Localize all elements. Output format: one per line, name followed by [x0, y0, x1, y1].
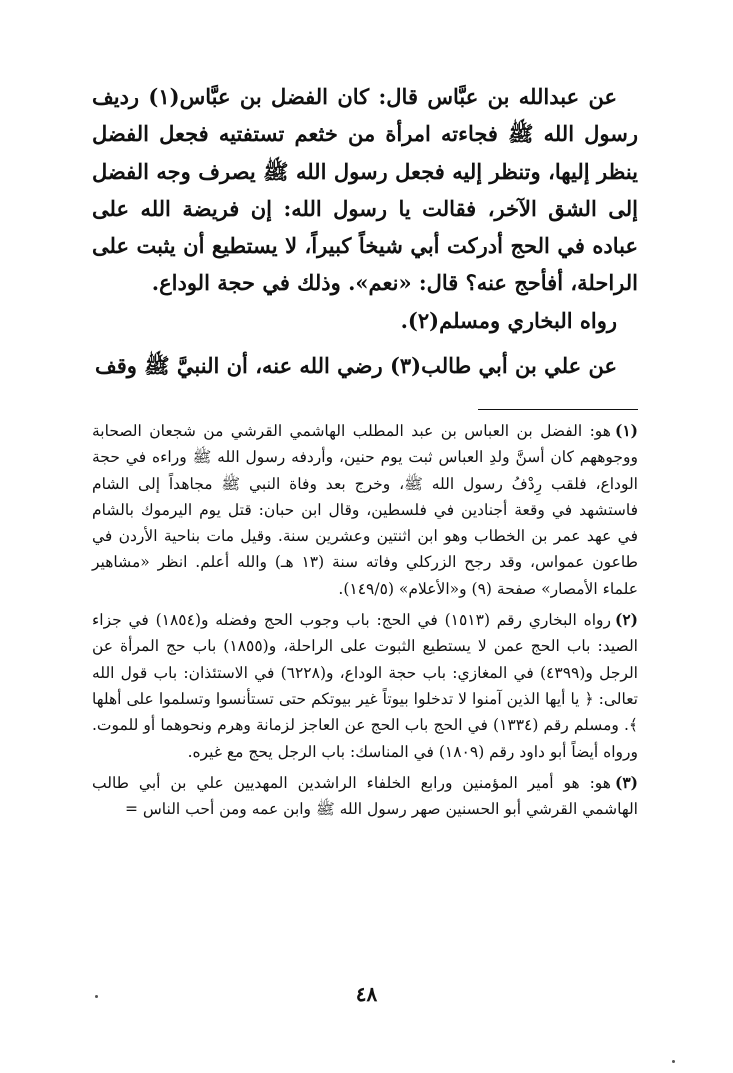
footnote-3 [92, 770, 638, 823]
footnote-text: هو: هو أمير المؤمنين ورابع الخلفاء الراشدين المهديين علي بن أبي طالب الهاشمي القرشي أبو الحسنين صهر رسول الله ﷺ وابن عمه ومن أحب الناس = [92, 773, 638, 819]
main-text [92, 78, 638, 384]
footnotes [92, 418, 638, 827]
footnote-number: (٢) [614, 610, 638, 630]
page-number: ٤٨ [355, 982, 378, 1006]
footnote-2 [92, 607, 638, 765]
scan-speck [95, 995, 98, 998]
hadith-paragraph-2-start: عن علي بن أبي طالب(٣) رضي الله عنه، أن النبيَّ ﷺ وقف [95, 353, 617, 379]
scan-speck [672, 1060, 675, 1063]
footnote-number: (٣) [614, 772, 638, 792]
footnote-1 [92, 418, 638, 602]
hadith-paragraph-1: عن عبدالله بن عبَّاس قال: كان الفضل بن عبَّاس(١) رديف رسول الله ﷺ فجاءته امرأة من خثعم تستفتيه فجعل الفضل ينظر إليها، وتنظر إليه فجعل رسول الله ﷺ يصرف وجه الفضل إلى الشق الآخر، فقالت يا رسول الله: إن فريضة الله على عباده في الحج أدركت أبي شيخاً كبيراً، لا يستطيع أن يثبت على الراحلة، أفأحج عنه؟ قال: «نعم». وذلك في حجة الوداع. [92, 84, 638, 296]
footnote-number: (١) [614, 421, 638, 440]
footnote-divider [478, 409, 638, 410]
footnote-text: هو: الفضل بن العباس بن عبد المطلب الهاشمي القرشي من شجعان الصحابة ووجوههم كان أسنَّ ولدِ العباس ثبت يوم حنين، وأردفه رسول الله ﷺ وراءه في حجة الوداع، فلقب رِدْفُ رسول الله ﷺ، وخرج بعد وفاة النبي ﷺ مجاهداً إلى الشام فاستشهد في وقعة أجنادين في فلسطين، وقال ابن حبان: قتل يوم اليرموك بالشام في عهد عمر بن الخطاب وهو ابن اثنتين وعشرين سنة. وقيل مات بناحية الأردن في طاعون عمواس، وقد رجح الزركلي وفاته سنة (١٣ هـ) والله أعلم. انظر «مشاهير علماء الأمصار» صفحة (٩) و«الأعلام» (١٤٩/٥). [92, 422, 638, 598]
hadith-source-1: رواه البخاري ومسلم(٢). [400, 307, 617, 333]
footnote-text: رواه البخاري رقم (١٥١٣) في الحج: باب وجوب الحج وفضله و(١٨٥٤) في جزاء الصيد: باب الحج عمن لا يستطيع الثبوت على الراحلة، و(١٨٥٥) باب حج المرأة عن الرجل و(٤٣٩٩) في المغازي: باب حجة الوداع، و(٦٢٢٨) في الاستئذان: باب قول الله تعالى: ﴿ يا أيها الذين آمنوا لا تدخلوا بيوتاً غير بيوتكم حتى تستأنسوا وتسلموا على أهلها ﴾. ومسلم رقم (١٣٣٤) في الحج باب الحج عن العاجز لزمانة وهرم ونحوهما أو للموت. ورواه أيضاً أبو داود رقم (١٨٠٩) في المناسك: باب الرجل يحج مع غيره. [92, 611, 639, 761]
